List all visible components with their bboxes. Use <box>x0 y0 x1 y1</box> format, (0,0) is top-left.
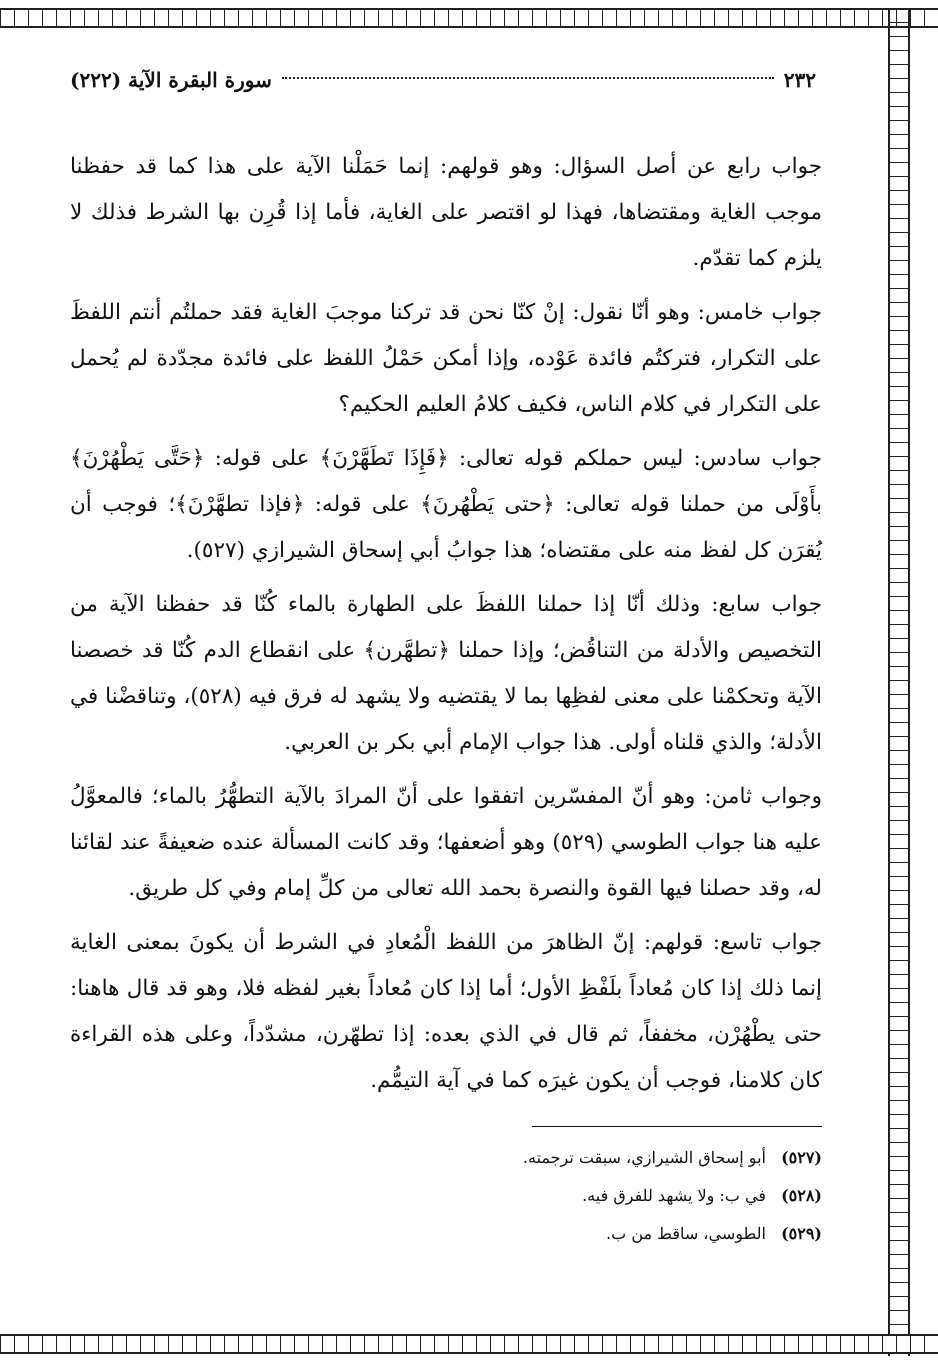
footnote-divider <box>532 1126 822 1127</box>
paragraph-answer-9: جواب تاسع: قولهم: إنّ الظاهرَ من اللفظ الْمُعادِ في الشرط أن يكونَ بمعنى الغاية إنما ذلك إذا كان مُعاداً بلَفْظِ الأول؛ أما إذا كان مُعاداً بغير لفظه فلا، وهو قد قال هاهنا: حتى يطْهُرْن، مخففاً، ثم قال في الذي بعده: إذا تطهّرن، مشدّداً، وعلى هذه القراءة كان كلامنا، فوجب أن يكون غيرَه كما في آية التيمُّم. <box>70 930 822 1093</box>
right-ornamental-border <box>888 8 910 1356</box>
footnote-text: في ب: ولا يشهد للفرق فيه. <box>582 1186 766 1205</box>
paragraph-answer-8: وجواب ثامن: وهو أنّ المفسّرين اتفقوا على أنّ المرادَ بالآية التطهُّرُ بالماء؛ فالمعوَّلُ عليه هنا جواب الطوسي (٥٢٩) وهو أضعفها؛ وقد كانت المسألة عنده ضعيفةً عند لقائنا له، وقد حصلنا فيها القوة والنصرة بحمد الله تعالى من كلِّ إمام وفي كل طريق. <box>70 784 822 901</box>
footnotes <box>70 1139 822 1253</box>
paragraph-answer-7: جواب سابع: وذلك أنّا إذا حملنا اللفظَ على الطهارة بالماء كُنّا قد حفظنا الآية من التخصيص والأدلة من التناقُض؛ وإذا حملنا ﴿تطهَّرن﴾ على انقطاع الدم كُنّا قد خصصنا الآية وتحكمْنا على معنى لفظِها بما لا يقتضيه ولا يشهد له فرق فيه (٥٢٨)، وتناقضْنا في الأدلة؛ والذي قلناه أولى. هذا جواب الإمام أبي بكر بن العربي. <box>70 592 823 755</box>
paragraph-answer-4: جواب رابع عن أصل السؤال: وهو قولهم: إنما حَمَلْنا الآية على هذا كما قد حفظنا موجب الغاية ومقتضاها، فهذا لو اقتصر على الغاية، فأما إذا قُرِن بها الشرط فذلك لا يلزم كما تقدّم. <box>70 154 822 271</box>
footnote-527 <box>70 1139 822 1177</box>
footnote-528 <box>70 1177 822 1215</box>
footnote-number: (٥٢٧) <box>781 1148 822 1167</box>
paragraph-answer-5: جواب خامس: وهو أنّا نقول: إنْ كنّا نحن قد تركنا موجبَ الغاية فقد حملتُم أنتم اللفظَ على التكرار، فتركتُم فائدة عَوْده، وإذا أمكن حَمْلُ اللفظ على فائدة مجدّدة لم يُحمل على التكرار في كلام الناس، فكيف كلامُ العليم الحكيم؟ <box>70 300 822 417</box>
bottom-ornamental-border <box>0 1334 938 1354</box>
header-dot-leader <box>282 77 774 79</box>
footnote-number: (٥٢٨) <box>781 1186 822 1205</box>
page-content <box>70 60 822 1322</box>
paragraph-answer-6: جواب سادس: ليس حملكم قوله تعالى: ﴿فَإِذَا تَطَهَّرْنَ﴾ على قوله: ﴿حَتَّى يَطْهُرْنَ﴾ بأَوْلَى من حملنا قوله تعالى: ﴿حتى يَطْهُرنَ﴾ على قوله: ﴿فإذا تطهَّرْنَ﴾؛ فوجب أن يُقرَن كل لفظ منه على مقتضاه؛ هذا جوابُ أبي إسحاق الشيرازي (٥٢٧). <box>70 446 822 563</box>
header-title: سورة البقرة الآية (٢٢٢) <box>70 68 272 92</box>
top-ornamental-border <box>0 8 938 28</box>
footnote-text: أبو إسحاق الشيرازي، سبقت ترجمته. <box>522 1148 766 1167</box>
running-header <box>70 60 822 100</box>
page-number: ٢٣٢ <box>783 68 816 92</box>
footnote-529 <box>70 1215 822 1253</box>
footnote-number: (٥٢٩) <box>781 1224 822 1243</box>
footnote-text: الطوسي، ساقط من ب. <box>606 1224 766 1243</box>
